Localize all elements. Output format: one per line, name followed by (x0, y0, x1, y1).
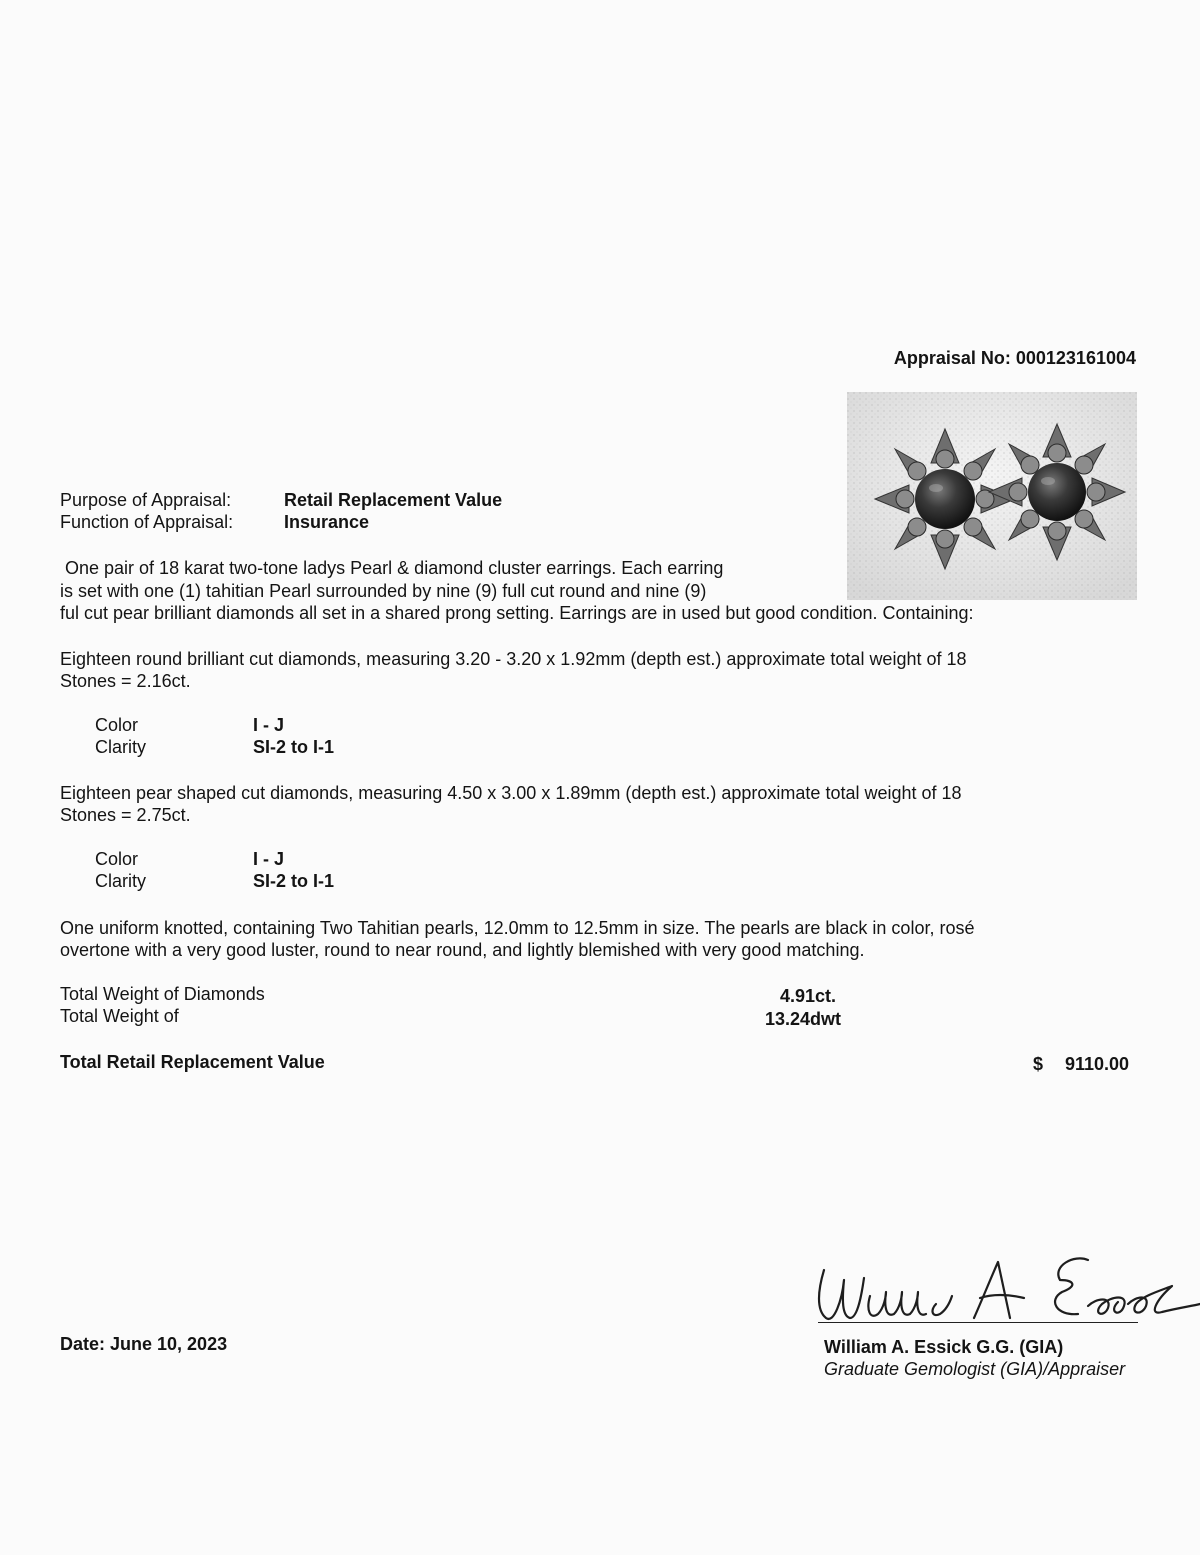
pear-clarity-value: SI-2 to I-1 (253, 871, 335, 891)
round-color-label: Color (95, 715, 139, 735)
signature-icon (812, 1240, 1200, 1328)
appraiser-name: William A. Essick G.G. (GIA) (824, 1337, 1064, 1357)
round-clarity-label: Clarity (95, 737, 147, 757)
pear-color-value: I - J (253, 849, 285, 869)
total-diamonds-value: 4.91ct. (780, 986, 837, 1006)
round-diamonds-line-2: Stones = 2.16ct. (60, 671, 191, 691)
total-weight-value: 13.24dwt (765, 1009, 842, 1029)
description-line-3: ful cut pear brilliant diamonds all set in a shared prong setting. Earrings are in used but good condition. Containing: (60, 603, 974, 623)
description-line-2: is set with one (1) tahitian Pearl surrounded by nine (9) full cut round and nine (9) (60, 581, 707, 601)
purpose-value: Retail Replacement Value (284, 490, 503, 510)
total-retail-label: Total Retail Replacement Value (60, 1052, 325, 1072)
pear-clarity-label: Clarity (95, 871, 147, 891)
left-earring (875, 429, 1015, 569)
pearls-line-2: overtone with a very good luster, round to near round, and lightly blemished with very good matching. (60, 940, 865, 960)
round-diamonds-line-1: Eighteen round brilliant cut diamonds, measuring 3.20 - 3.20 x 1.92mm (depth est.) approximate total weight of 18 (60, 649, 967, 669)
function-value: Insurance (284, 512, 370, 532)
appraiser-title: Graduate Gemologist (GIA)/Appraiser (824, 1359, 1126, 1379)
handwritten-signature (812, 1240, 1200, 1328)
round-clarity-value: SI-2 to I-1 (253, 737, 335, 757)
pear-diamonds-line-2: Stones = 2.75ct. (60, 805, 191, 825)
total-retail-value: 9110.00 (1065, 1054, 1130, 1074)
appraisal-date: Date: June 10, 2023 (60, 1334, 228, 1354)
pear-diamonds-line-1: Eighteen pear shaped cut diamonds, measuring 4.50 x 3.00 x 1.89mm (depth est.) approximate total weight of 18 (60, 783, 962, 803)
function-label: Function of Appraisal: (60, 512, 234, 532)
purpose-label: Purpose of Appraisal: (60, 490, 232, 510)
pear-color-label: Color (95, 849, 139, 869)
currency-symbol: $ (1033, 1054, 1044, 1074)
description-line-1: One pair of 18 karat two-tone ladys Pearl & diamond cluster earrings. Each earring (60, 558, 724, 578)
right-earring (989, 424, 1125, 560)
pearls-line-1: One uniform knotted, containing Two Tahitian pearls, 12.0mm to 12.5mm in size. The pearls are black in color, rosé (60, 918, 975, 938)
total-weight-label: Total Weight of (60, 1006, 179, 1026)
signature-line (818, 1322, 1138, 1323)
total-diamonds-label: Total Weight of Diamonds (60, 984, 265, 1004)
appraisal-number: Appraisal No: 000123161004 (893, 348, 1136, 368)
round-color-value: I - J (253, 715, 285, 735)
